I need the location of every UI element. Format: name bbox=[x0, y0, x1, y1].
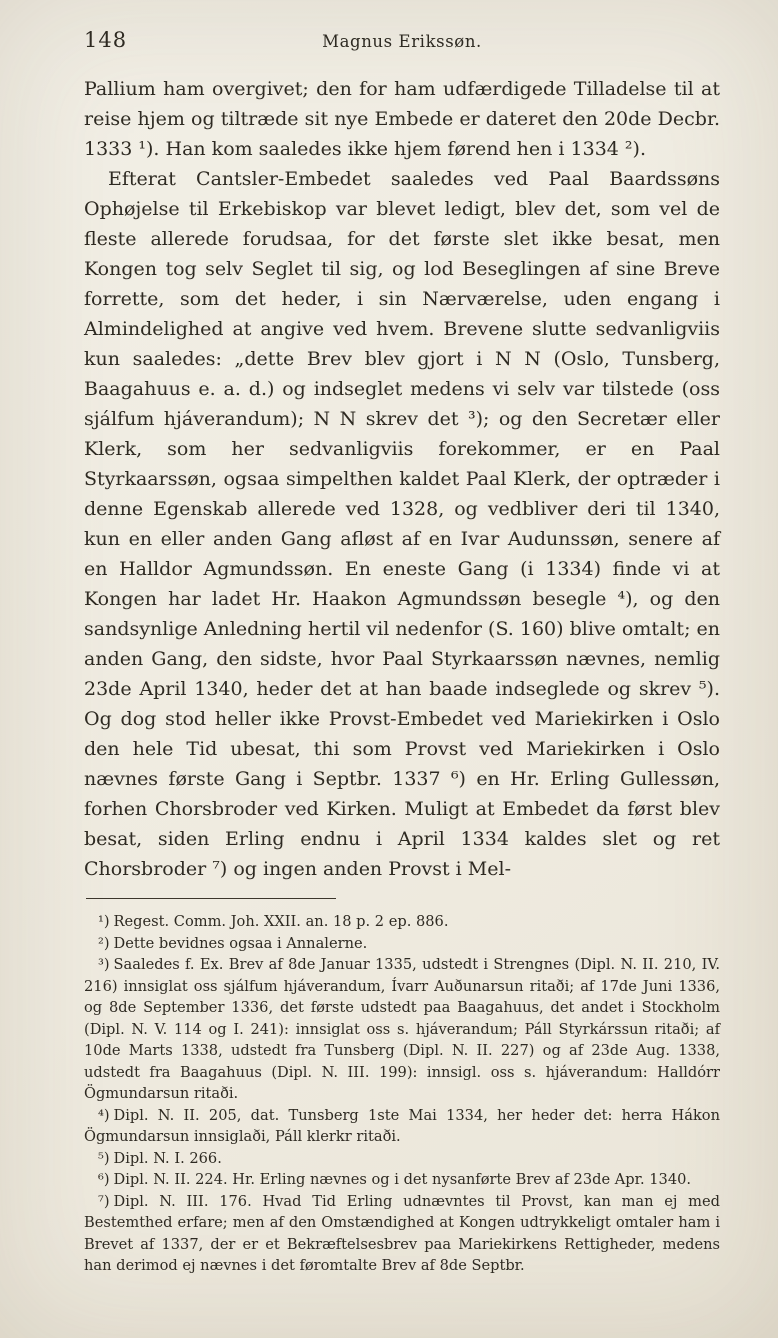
footnote-marker: ³) bbox=[98, 956, 110, 973]
footnote-marker: ⁵) bbox=[98, 1149, 110, 1167]
footnote-7 bbox=[84, 1191, 720, 1277]
paragraph-continuation: Pallium ham overgivet; den for ham udfærdigede Tilladelse til at reise hjem og tiltræde sit nye Embede er dateret den 20de Decbr. 1333 ¹). Han kom saaledes ikke hjem førend hen i 1334 ²). bbox=[84, 78, 720, 160]
footnote-2 bbox=[84, 933, 720, 955]
paragraph-main: Efterat Cantsler-Embedet saaledes ved Paal Baardssøns Ophøjelse til Erkebiskop var blevet ledigt, blev det, som vel de fleste allerede forudsaa, for det første slet ikke besat, men Kongen tog selv Seglet til sig, og lod Beseglingen af sine Breve forrette, som det heder, i sin Nærværelse, uden engang i Almindelighed at angive ved hvem. Brevene slutte sedvanligviis kun saaledes: „dette Brev blev gjort i N N (Oslo, Tunsberg, Baagahuus e. a. d.) og indseglet medens vi selv var tilstede (oss sjálfum hjáverandum); N N skrev det ³); og den Secretær eller Klerk, som her sedvanligviis forekommer, er en Paal Styrkaarssøn, ogsaa simpelthen kaldet Paal Klerk, der optræder i denne Egenskab allerede ved 1328, og vedbliver deri til 1340, kun en eller anden Gang afløst af en Ivar Audunssøn, senere af en Halldor Agmundssøn. En eneste Gang (i 1334) finde vi at Kongen har ladet Hr. Haakon Agmundssøn besegle ⁴), og den sandsynlige Anledning hertil vil nedenfor (S. 160) blive omtalt; en anden Gang, den sidste, hvor Paal Styrkaarssøn nævnes, nemlig 23de April 1340, heder det at han baade indseglede og skrev ⁵). Og dog stod heller ikke Provst-Embedet ved Mariekirken i Oslo den hele Tid ubesat, thi som Provst ved Mariekirken i Oslo nævnes første Gang i Septbr. 1337 ⁶) en Hr. Erling Gullessøn, forhen Chorsbroder ved Kirken. Muligt at Embedet da først blev besat, siden Erling endnu i April 1334 kaldes slet og ret Chorsbroder ⁷) og ingen anden Provst i Mel- bbox=[84, 168, 720, 880]
footnote-marker: ⁶) bbox=[98, 1171, 110, 1188]
footnote-text: Dette bevidnes ogsaa i Annalerne. bbox=[113, 934, 368, 952]
footnote-marker: ⁷) bbox=[98, 1192, 110, 1210]
footnote-separator-rule bbox=[86, 898, 336, 899]
page-number: 148 bbox=[84, 28, 128, 52]
page-header bbox=[84, 28, 720, 58]
footnote-marker: ¹) bbox=[98, 913, 110, 930]
footnote-6 bbox=[84, 1169, 720, 1191]
running-header-title: Magnus Erikssøn. bbox=[322, 32, 482, 51]
body-text bbox=[84, 74, 720, 884]
footnotes-section bbox=[84, 911, 720, 1277]
footnote-5 bbox=[84, 1148, 720, 1170]
footnote-3 bbox=[84, 954, 720, 1105]
footnote-text: Dipl. N. II. 205, dat. Tunsberg 1ste Mai 1334, her heder det: herra Hákon Ögmundarsun innsiglaði, Páll klerkr ritaði. bbox=[84, 1106, 720, 1145]
footnote-text: Dipl. N. I. 266. bbox=[113, 1149, 222, 1167]
footnote-text: Dipl. N. III. 176. Hvad Tid Erling udnævntes til Provst, kan man ej med Bestemthed erfare; men af den Omstændighed at Kongen udtrykkeligt omtaler ham i Brevet af 1337, der er et Bekræftelsesbrev paa Mariekirkens Rettigheder, medens han derimod ej nævnes i det føromtalte Brev af 8de Septbr. bbox=[84, 1192, 720, 1274]
footnote-text: Dipl. N. II. 224. Hr. Erling nævnes og i det nysanførte Brev af 23de Apr. 1340. bbox=[113, 1171, 692, 1188]
footnote-4 bbox=[84, 1105, 720, 1148]
footnote-1 bbox=[84, 911, 720, 933]
footnote-text: Regest. Comm. Joh. XXII. an. 18 p. 2 ep. 886. bbox=[113, 913, 449, 930]
footnote-text: Saaledes f. Ex. Brev af 8de Januar 1335, udstedt i Strengnes (Dipl. N. II. 210, IV. 216) innsiglat oss sjálfum hjáverandum, Ívarr Auðunarsun ritaði; af 17de Juni 1336, og 8de September 1336, det første udstedt paa Baagahuus, det andet i Stockholm (Dipl. N. V. 114 og I. 241): innsiglat oss s. hjáverandum; Páll Styrkárssun ritaði; af 10de Marts 1338, udstedt fra Tunsberg (Dipl. N. II. 227) og af 23de Aug. 1338, udstedt fra Baagahuus (Dipl. N. III. 199): innsigl. oss s. hjáverandum: Halldórr Ögmundarsun ritaði. bbox=[84, 956, 720, 1102]
footnote-marker: ⁴) bbox=[98, 1106, 110, 1124]
footnote-marker: ²) bbox=[98, 934, 110, 952]
